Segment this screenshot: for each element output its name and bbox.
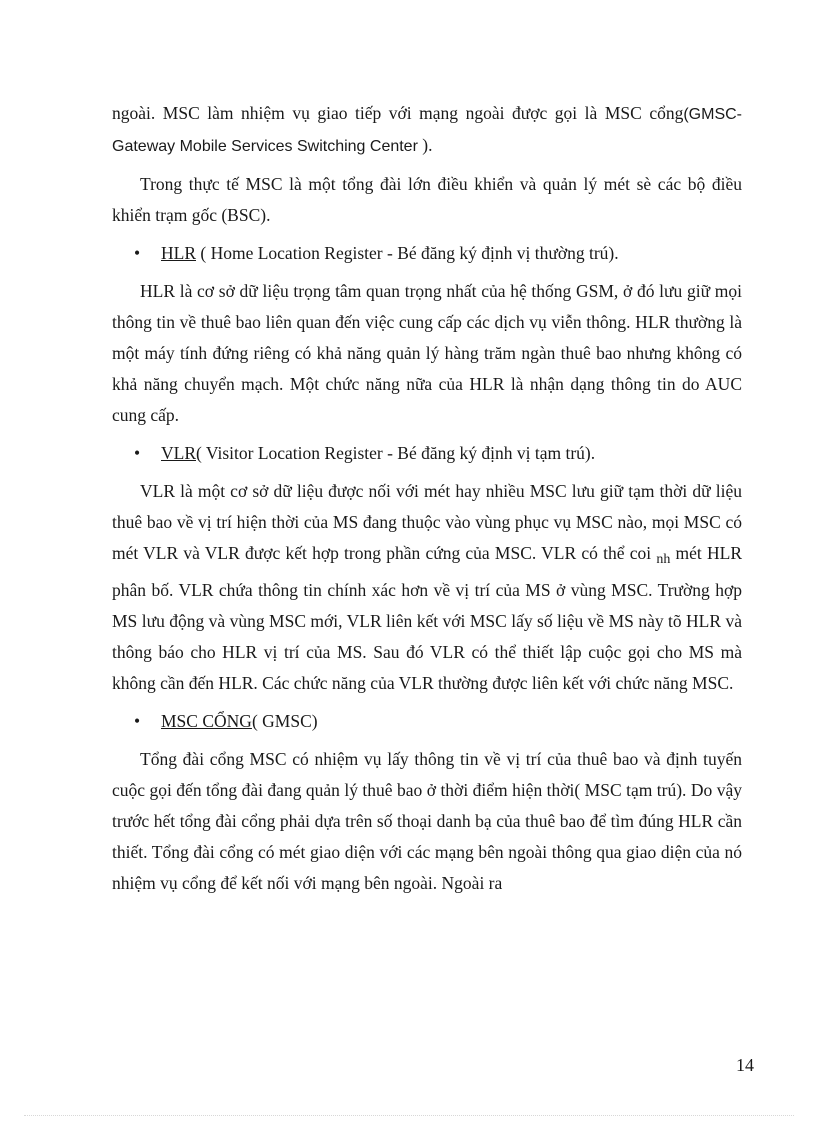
heading-gmsc xyxy=(134,706,742,737)
text-run: (GMSC- xyxy=(683,106,742,123)
text-run: ). xyxy=(422,135,433,155)
paragraph-msc-gateway xyxy=(112,98,742,162)
bullet-icon: • xyxy=(134,711,141,731)
heading-hlr xyxy=(134,238,742,269)
text-run: mét HLR phân bố. VLR chứa thông tin chính xác hơn về vị trí của MS ở vùng MSC. Trường hợp MS lưu động và vùng MSC mới, VLR liên kết với MSC lấy số liệu về MS này tõ HLR và thông báo cho HLR vị trí của MS. Sau đó VLR có thể thiết lập cuộc gọi cho MS mà không cần đến HLR. Các chức năng của VLR thường được liên kết với chức năng MSC. xyxy=(112,543,742,693)
page-number: 14 xyxy=(736,1055,754,1075)
bullet-icon: • xyxy=(134,443,141,463)
heading-label: HLR xyxy=(161,243,196,263)
text-run: Gateway Mobile Services Switching Center xyxy=(112,138,418,155)
paragraph-gmsc: Tổng đài cổng MSC có nhiệm vụ lấy thông tin về vị trí của thuê bao và định tuyến cuộc gọi đến tổng đài đang quản lý thuê bao ở thời điểm hiện thời( MSC tạm trú). Do vậy trước hết tổng đài cổng phải dựa trên số thoại danh bạ của thuê bao để tìm đúng HLR cần thiết. Tổng đài cổng có mét giao diện với các mạng bên ngoài thông qua giao diện của nó nhiệm vụ cổng để kết nối với mạng bên ngoài. Ngoài ra xyxy=(112,749,742,893)
text-run: VLR là một cơ sở dữ liệu được nối với mét hay nhiều MSC lưu giữ tạm thời dữ liệu thuê bao về vị trí hiện thời của MS đang thuộc vào vùng phục vụ MSC nào, mọi MSC có mét VLR và VLR được kết hợp trong phần cứng của MSC. VLR có thể coi xyxy=(112,481,742,563)
heading-text: ( Home Location Register - Bé đăng ký định vị thường trú). xyxy=(196,243,619,263)
text-run: nh xyxy=(656,552,671,567)
bullet-icon: • xyxy=(134,243,141,263)
heading-vlr xyxy=(134,438,742,469)
heading-text: ( GMSC) xyxy=(251,711,318,731)
paragraph-vlr xyxy=(112,476,742,699)
page-body xyxy=(112,98,742,899)
footer-divider xyxy=(24,1115,794,1116)
text-run: ngoài. MSC làm nhiệm vụ giao tiếp với mạng ngoài được gọi là MSC cổng xyxy=(112,103,684,123)
heading-label: VLR xyxy=(161,443,196,463)
paragraph-hlr: HLR là cơ sở dữ liệu trọng tâm quan trọng nhất của hệ thống GSM, ở đó lưu giữ mọi thông tin về thuê bao liên quan đến việc cung cấp các dịch vụ viễn thông. HLR thường là một máy tính đứng riêng có khả năng quản lý hàng trăm ngàn thuê bao nhưng không có khả năng chuyển mạch. Một chức năng nữa của HLR là nhận dạng thông tin do AUC cung cấp. xyxy=(112,281,742,425)
paragraph-msc-role: Trong thực tế MSC là một tổng đài lớn điều khiển và quản lý mét sè các bộ điều khiển trạm gốc (BSC). xyxy=(112,174,742,225)
heading-label: MSC CỔNG xyxy=(161,711,252,731)
heading-text: ( Visitor Location Register - Bé đăng ký định vị tạm trú). xyxy=(196,443,596,463)
